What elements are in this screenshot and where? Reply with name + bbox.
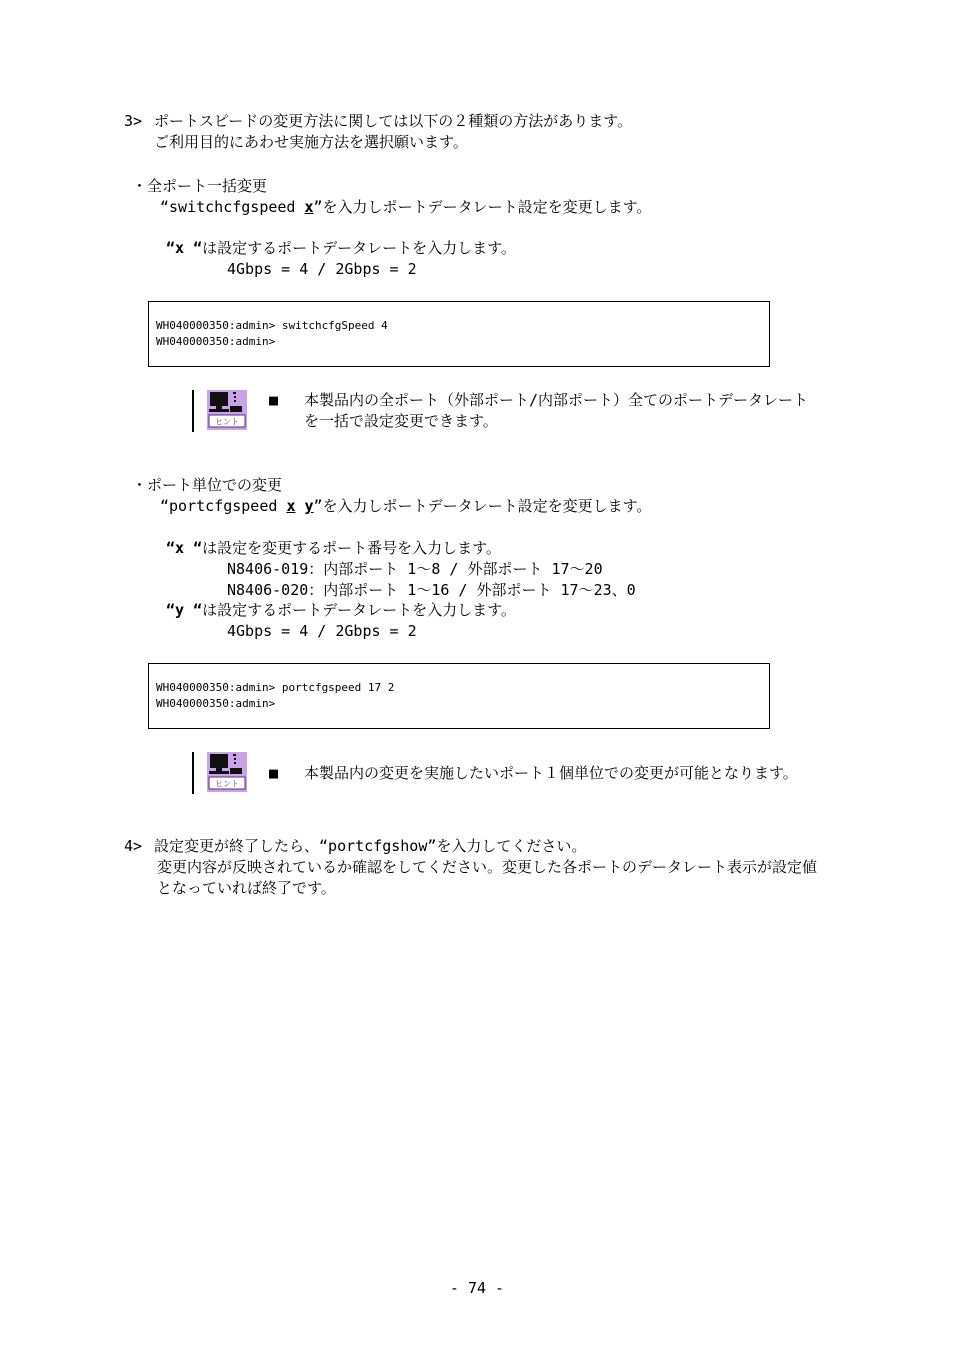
hint-icon [206,751,248,793]
hint-bullet: ■ [269,764,279,782]
command-example-box [148,301,770,367]
step3-text-line1: ポートスピードの変更方法に関しては以下の２種類の方法があります。 [154,112,633,130]
model-020-ports: N8406-020：内部ポート 1～16 / 外部ポート 17～23、0 [227,581,636,599]
per-port-y-description: “y “は設定するポートデータレートを入力します。 [166,601,516,619]
all-ports-x-description: “x “は設定するポートデータレートを入力します。 [166,239,516,257]
section-heading-all-ports: ・全ポート一括変更 [132,177,268,195]
step4-text-line2: 変更内容が反映されているか確認をしてください。変更した各ポートのデータレート表示が設定値 [157,858,818,876]
per-port-instruction: “portcfgspeed x y”を入力しポートデータレート設定を変更します。 [160,497,652,515]
step-number: 4> [124,837,143,855]
command-line: WH040000350:admin> switchcfgSpeed 4 [156,319,388,332]
step4-text-line3: となっていれば終了です。 [157,879,336,897]
command-line: WH040000350:admin> portcfgspeed 17 2 [156,681,395,694]
step-number: 3> [124,112,143,130]
hint-marker-bar [192,752,194,794]
command-example-box [148,663,770,729]
per-port-speed-values: 4Gbps = 4 / 2Gbps = 2 [227,622,417,640]
hint-bullet: ■ [269,391,279,409]
section-heading-per-port: ・ポート単位での変更 [132,476,283,494]
all-ports-instruction: “switchcfgspeed x”を入力しポートデータレート設定を変更します。 [160,198,652,216]
model-019-ports: N8406-019：内部ポート 1～8 / 外部ポート 17～20 [227,560,603,578]
hint-text-line1: 本製品内の変更を実施したいポート１個単位での変更が可能となります。 [304,764,798,782]
per-port-x-description: “x “は設定を変更するポート番号を入力します。 [166,539,501,557]
hint-text-line1: 本製品内の全ポート（外部ポート/内部ポート）全てのポートデータレート [304,391,809,409]
step4-text-line1: 設定変更が終了したら、“portcfgshow”を入力してください。 [154,837,587,855]
all-ports-speed-values: 4Gbps = 4 / 2Gbps = 2 [227,260,417,278]
hint-marker-bar [192,390,194,432]
step3-text-line2: ご利用目的にあわせ実施方法を選択願います。 [154,133,468,151]
svg-text:ヒント: ヒント [215,417,239,427]
hint-icon [206,389,248,431]
svg-text:ヒント: ヒント [215,779,239,789]
command-prompt: WH040000350:admin> [156,697,276,710]
command-prompt: WH040000350:admin> [156,335,276,348]
hint-text-line2: を一括で設定変更できます。 [304,412,498,430]
page-number: - 74 - [449,1279,505,1297]
